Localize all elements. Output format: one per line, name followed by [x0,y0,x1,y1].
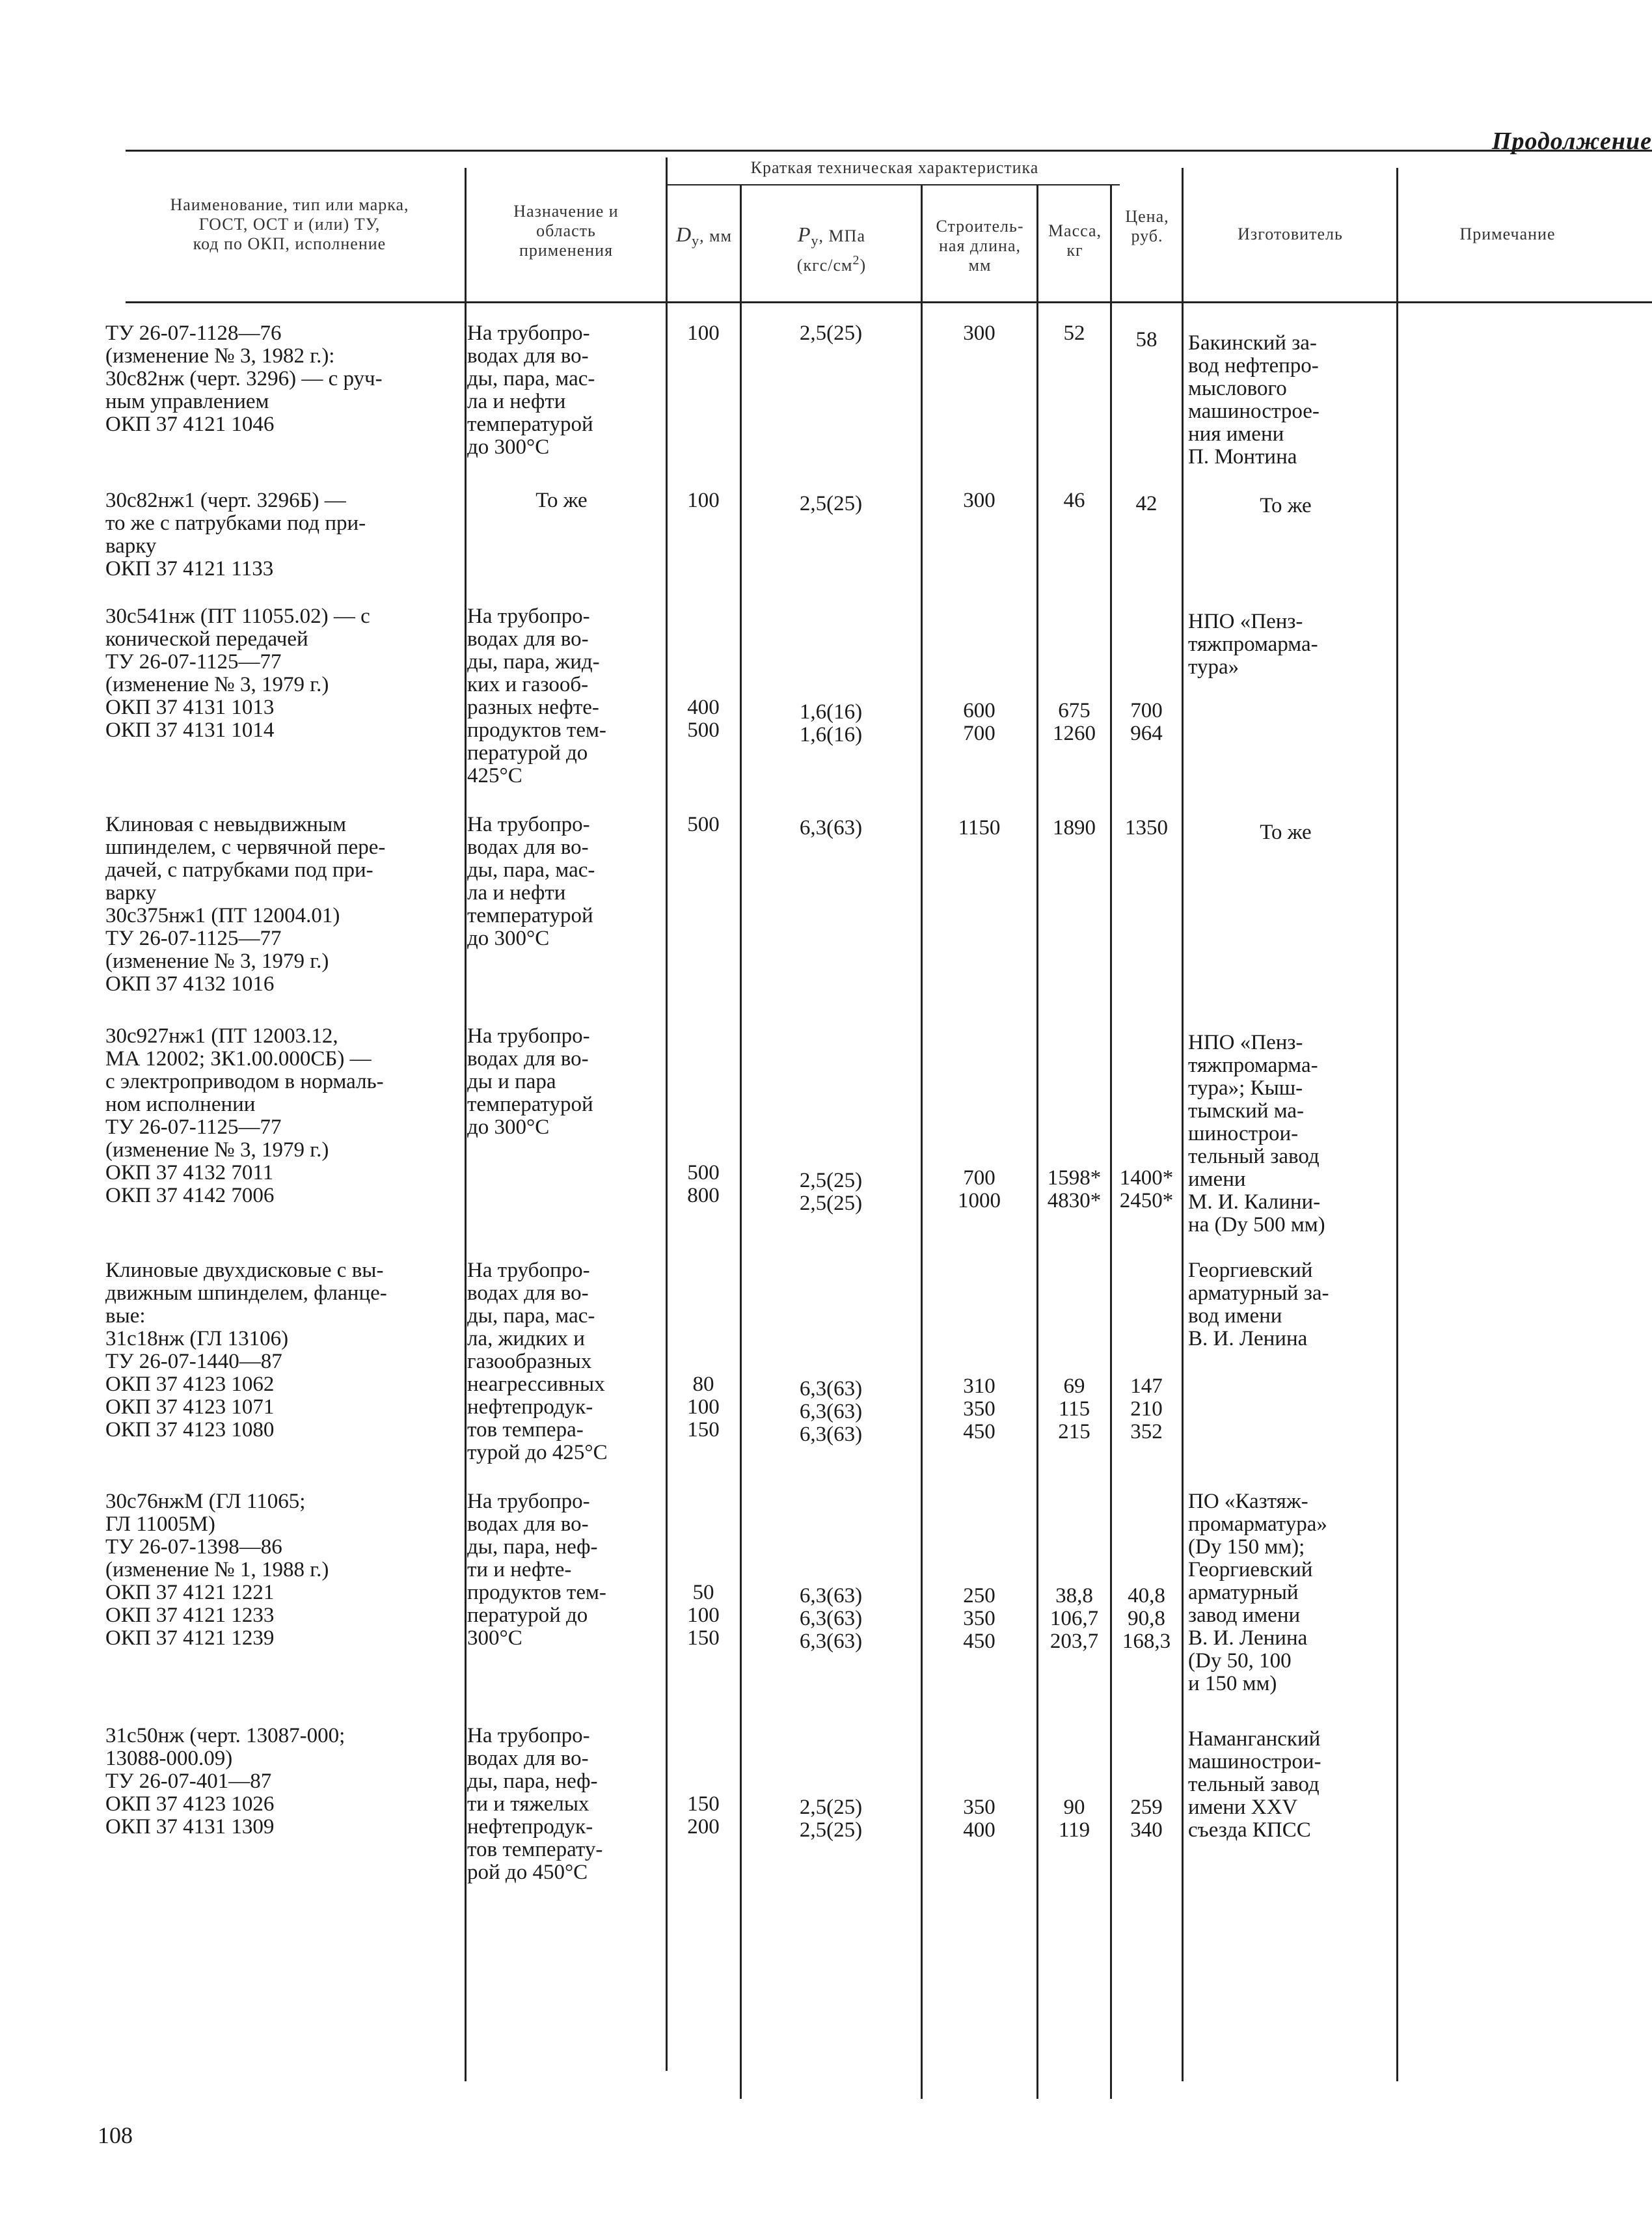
row-name: 31с50нж (черт. 13087-000; 13088-000.09) ТУ 26-07-401—87 ОКП 37 4123 1026 ОКП 37 4131 1309 [105,1724,345,1839]
row-mass: 52 [1063,321,1085,345]
row-dn: 150 200 [687,1792,720,1839]
column-divider [465,168,467,2081]
row-mass: 1890 [1053,816,1096,840]
row-maker: НПО «Пенз- тяжпромарма- тура» [1188,610,1318,679]
row-length: 600 700 [963,699,995,745]
row-maker: НПО «Пенз- тяжпромарма- тура»; Кыш- тымский ма- шинострои- тельный завод имени М. И. Калини- на (Dу 500 мм) [1188,1031,1325,1237]
row-pn: 6,3(63) 6,3(63) 6,3(63) [799,1584,863,1653]
row-mass: 675 1260 [1053,699,1096,745]
row-name: Клиновые двухдисковые с вы- движным шпинделем, фланце- вые: 31с18нж (ГЛ 13106) ТУ 26-07-1440—87 ОКП 37 4123 1062 ОКП 37 4123 1071 ОКП 37 4123 1080 [105,1259,387,1442]
row-purpose: На трубопро- водах для во- ды, пара, мас- ла, жидких и газообразных неагрессивных нефтепродук- тов темпера- турой до 425°С [467,1259,608,1464]
row-length: 700 1000 [958,1166,1001,1212]
row-price: 40,8 90,8 168,3 [1122,1584,1171,1653]
row-maker: ПО «Казтяж- промарматура» (Dу 150 мм); Георгиевский арматурный завод имени В. И. Ленина (Dу 50, 100 и 150 мм) [1188,1490,1327,1695]
row-purpose: То же [535,489,588,512]
row-purpose: На трубопро- водах для во- ды, пара, мас- ла и нефти температурой до 300°С [467,813,595,950]
row-name: 30с927нж1 (ПТ 12003.12, МА 12002; ЗК1.00.000СБ) — с электроприводом в нормаль- ном исполнении ТУ 26-07-1125—77 (изменение № 3, 1979 г.) ОКП 37 4132 7011 ОКП 37 4142 7006 [105,1024,384,1207]
row-purpose: На трубопро- водах для во- ды, пара, жид- ких и газооб- разных нефте- продуктов тем- пературой до 425°С [467,605,606,787]
header-note: Примечание [1459,225,1556,243]
row-length: 300 [963,489,995,512]
header-mass: Масса, кг [1048,221,1102,260]
header-length: Строитель- ная длина, мм [936,217,1024,275]
header-tech-group: Краткая техническая характеристика [750,158,1039,177]
row-pn: 2,5(25) [799,492,863,515]
row-length: 1150 [958,816,1001,840]
header-pn: $P_у$, МПа $(кгс/см^2)$ [796,223,867,275]
column-divider [666,157,668,2071]
row-length: 310 350 450 [963,1374,995,1443]
row-price: 700 964 [1130,699,1163,745]
column-divider [1396,168,1398,2081]
row-mass: 69 115 215 [1058,1374,1090,1443]
row-dn: 100 [687,321,720,345]
row-name: 30с76нжМ (ГЛ 11065; ГЛ 11005М) ТУ 26-07-1398—86 (изменение № 1, 1988 г.) ОКП 37 4121 1221 ОКП 37 4121 1233 ОКП 37 4121 1239 [105,1490,329,1650]
header-dn: $D_у$, мм [675,223,732,249]
row-name: Клиновая с невыдвижным шпинделем, с червячной пере- дачей, с патрубками под при- варку 30с375нж1 (ПТ 12004.01) ТУ 26-07-1125—77 (изменение № 3, 1979 г.) ОКП 37 4132 1016 [105,813,386,996]
header-maker: Изготовитель [1238,225,1343,243]
row-mass: 90 119 [1058,1796,1090,1842]
row-dn: 500 800 [687,1161,720,1207]
header-price: Цена, руб. [1125,207,1169,245]
row-maker: То же [1260,821,1312,844]
continuation-label: Продолжение [1491,128,1652,155]
row-name: 30с541нж (ПТ 11055.02) — с конической передачей ТУ 26-07-1125—77 (изменение № 3, 1979 г.) ОКП 37 4131 1013 ОКП 37 4131 1014 [105,605,370,742]
header-name: Наименование, тип или марка, ГОСТ, ОСТ и (или) ТУ, код по ОКП, исполнение [170,195,409,253]
row-pn: 2,5(25) 2,5(25) [799,1169,863,1215]
tech-group-rule [666,184,1120,185]
row-mass: 38,8 106,7 203,7 [1049,1584,1099,1653]
row-price: 1400* 2450* [1119,1166,1174,1212]
row-purpose: На трубопро- водах для во- ды, пара, неф- ти и нефте- продуктов тем- пературой до 300°С [467,1490,606,1650]
row-price: 1350 [1125,816,1168,840]
row-dn: 50 100 150 [687,1581,720,1650]
row-mass: 1598* 4830* [1047,1166,1102,1212]
row-purpose: На трубопро- водах для во- ды, пара, неф- ти и тяжелых нефтепродук- тов температу- рой до 450°С [467,1724,603,1884]
row-pn: 6,3(63) [799,816,863,840]
row-price: 58 [1135,328,1158,351]
column-divider [1182,168,1184,2081]
row-pn: 1,6(16) 1,6(16) [799,700,863,746]
row-name: 30с82нж1 (черт. 3296Б) — то же с патрубками под при- варку ОКП 37 4121 1133 [105,489,366,581]
row-purpose: На трубопро- водах для во- ды, пара, мас- ла и нефти температурой до 300°С [467,321,595,459]
row-length: 300 [963,321,995,345]
page-number: 108 [98,2122,133,2148]
row-dn: 80 100 150 [687,1373,720,1442]
row-name: ТУ 26-07-1128—76 (изменение № 3, 1982 г.): 30с82нж (черт. 3296) — с руч- ным управлением ОКП 37 4121 1046 [105,321,383,436]
header-bottom-rule [126,301,1652,303]
row-maker: Георгиевский арматурный за- вод имени В. И. Ленина [1188,1259,1329,1350]
row-purpose: На трубопро- водах для во- ды и пара температурой до 300°С [467,1024,593,1139]
row-dn: 400 500 [687,696,720,742]
row-price: 147 210 352 [1130,1374,1163,1443]
row-length: 250 350 450 [963,1584,995,1653]
row-dn: 100 [687,489,720,512]
header-purpose: Назначение и область применения [513,202,619,260]
row-price: 42 [1135,492,1158,515]
row-pn: 2,5(25) 2,5(25) [799,1796,863,1842]
table-top-rule [126,150,1652,152]
row-pn: 6,3(63) 6,3(63) 6,3(63) [799,1377,863,1446]
row-maker: То же [1260,494,1312,517]
row-pn: 2,5(25) [799,321,863,345]
row-price: 259 340 [1130,1796,1163,1842]
row-dn: 500 [687,813,720,836]
row-maker: Бакинский за- вод нефтепро- мыслового машинострое- ния имени П. Монтина [1188,331,1320,469]
row-mass: 46 [1063,489,1085,512]
row-maker: Наманганский машинострои- тельный завод имени XXV съезда КПСС [1188,1727,1321,1842]
row-length: 350 400 [963,1796,995,1842]
